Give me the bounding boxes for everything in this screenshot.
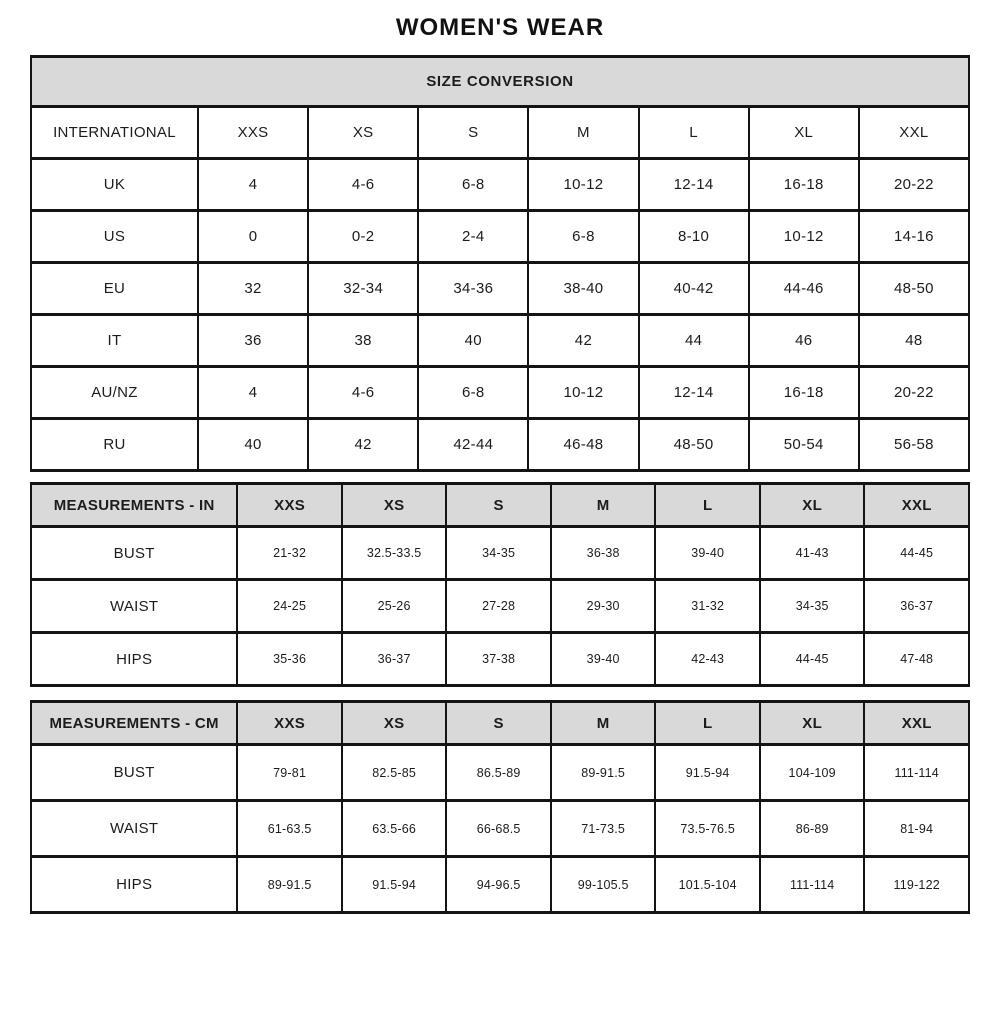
- size-chart-page: [0, 14, 1000, 914]
- size_conversion-value-cell: 6-8: [418, 159, 528, 211]
- measurements_in-value-cell: 41-43: [760, 527, 865, 580]
- size_conversion-value-cell: 32-34: [308, 263, 418, 315]
- size_conversion-value-cell: 0-2: [308, 211, 418, 263]
- size_conversion-value-cell: 44: [639, 315, 749, 367]
- size_conversion-value-cell: 20-22: [859, 367, 969, 419]
- measurements_cm-corner-label: MEASUREMENTS - CM: [31, 702, 237, 745]
- measurements-in-table: [30, 482, 970, 687]
- size_conversion-size-header-cell: XS: [308, 107, 418, 159]
- measurements_cm-value-cell: 91.5-94: [342, 857, 447, 913]
- size-conversion-table: [30, 55, 970, 472]
- size_conversion-value-cell: 46: [749, 315, 859, 367]
- size_conversion-value-cell: 10-12: [528, 367, 638, 419]
- measurements_in-row-label: WAIST: [31, 580, 237, 633]
- size_conversion-value-cell: 42: [528, 315, 638, 367]
- size_conversion-value-cell: 10-12: [749, 211, 859, 263]
- measurements_cm-value-cell: 91.5-94: [655, 745, 760, 801]
- size_conversion-row-label: UK: [31, 159, 198, 211]
- size_conversion-size-header-cell: S: [418, 107, 528, 159]
- measurements_in-value-cell: 34-35: [446, 527, 551, 580]
- size_conversion-value-cell: 48-50: [859, 263, 969, 315]
- size_conversion-value-cell: 16-18: [749, 159, 859, 211]
- measurements_cm-value-cell: 89-91.5: [551, 745, 656, 801]
- measurements_in-value-cell: 29-30: [551, 580, 656, 633]
- measurements_cm-size-header-cell: XL: [760, 702, 865, 745]
- measurements_in-size-header-cell: XS: [342, 484, 447, 527]
- measurements_cm-value-cell: 119-122: [864, 857, 969, 913]
- measurements_in-value-cell: 21-32: [237, 527, 342, 580]
- size_conversion-row-label: RU: [31, 419, 198, 471]
- size_conversion-table-row: [31, 211, 969, 263]
- size_conversion-corner-label: INTERNATIONAL: [31, 107, 198, 159]
- measurements_in-value-cell: 34-35: [760, 580, 865, 633]
- measurements_cm-value-cell: 73.5-76.5: [655, 801, 760, 857]
- size_conversion-value-cell: 20-22: [859, 159, 969, 211]
- size_conversion-table-row: [31, 419, 969, 471]
- measurements_cm-value-cell: 81-94: [864, 801, 969, 857]
- measurements_in-value-cell: 25-26: [342, 580, 447, 633]
- measurements_in-size-header-cell: XL: [760, 484, 865, 527]
- measurements_in-size-header-cell: L: [655, 484, 760, 527]
- size_conversion-banner-row: [31, 57, 969, 107]
- measurements_cm-value-cell: 79-81: [237, 745, 342, 801]
- size_conversion-size-header-cell: L: [639, 107, 749, 159]
- size_conversion-value-cell: 56-58: [859, 419, 969, 471]
- measurements_in-value-cell: 47-48: [864, 633, 969, 686]
- measurements_in-value-cell: 44-45: [760, 633, 865, 686]
- size_conversion-value-cell: 16-18: [749, 367, 859, 419]
- measurements_cm-value-cell: 111-114: [760, 857, 865, 913]
- measurements_in-value-cell: 39-40: [655, 527, 760, 580]
- measurements_cm-value-cell: 63.5-66: [342, 801, 447, 857]
- measurements_in-value-cell: 42-43: [655, 633, 760, 686]
- size_conversion-value-cell: 40: [198, 419, 308, 471]
- measurements_in-row-label: HIPS: [31, 633, 237, 686]
- measurements-cm-table: [30, 700, 970, 914]
- measurements_cm-table-row: [31, 857, 969, 913]
- size_conversion-header-row: [31, 107, 969, 159]
- measurements_in-size-header-cell: XXS: [237, 484, 342, 527]
- measurements_cm-size-header-cell: S: [446, 702, 551, 745]
- measurements_cm-value-cell: 61-63.5: [237, 801, 342, 857]
- size_conversion-table-row: [31, 159, 969, 211]
- size_conversion-value-cell: 36: [198, 315, 308, 367]
- measurements_in-value-cell: 36-37: [864, 580, 969, 633]
- size_conversion-value-cell: 38-40: [528, 263, 638, 315]
- measurements_cm-value-cell: 101.5-104: [655, 857, 760, 913]
- measurements_in-value-cell: 32.5-33.5: [342, 527, 447, 580]
- size_conversion-value-cell: 40: [418, 315, 528, 367]
- size_conversion-value-cell: 12-14: [639, 367, 749, 419]
- measurements_cm-value-cell: 82.5-85: [342, 745, 447, 801]
- size_conversion-value-cell: 48-50: [639, 419, 749, 471]
- measurements_cm-row-label: WAIST: [31, 801, 237, 857]
- measurements_in-table-row: [31, 527, 969, 580]
- measurements_cm-header-row: [31, 702, 969, 745]
- measurements_cm-value-cell: 86.5-89: [446, 745, 551, 801]
- measurements_in-value-cell: 36-38: [551, 527, 656, 580]
- measurements_cm-table-row: [31, 745, 969, 801]
- size_conversion-value-cell: 48: [859, 315, 969, 367]
- measurements_in-value-cell: 27-28: [446, 580, 551, 633]
- measurements_cm-size-header-cell: XS: [342, 702, 447, 745]
- size_conversion-value-cell: 4: [198, 367, 308, 419]
- measurements_cm-value-cell: 71-73.5: [551, 801, 656, 857]
- size_conversion-value-cell: 42: [308, 419, 418, 471]
- measurements_cm-size-header-cell: XXS: [237, 702, 342, 745]
- measurements_in-header-row: [31, 484, 969, 527]
- size_conversion-value-cell: 50-54: [749, 419, 859, 471]
- size_conversion-value-cell: 6-8: [418, 367, 528, 419]
- size_conversion-banner-title: SIZE CONVERSION: [31, 57, 969, 107]
- size_conversion-value-cell: 34-36: [418, 263, 528, 315]
- size_conversion-value-cell: 8-10: [639, 211, 749, 263]
- measurements_cm-value-cell: 89-91.5: [237, 857, 342, 913]
- measurements_cm-size-header-cell: XXL: [864, 702, 969, 745]
- measurements_cm-row-label: BUST: [31, 745, 237, 801]
- measurements_in-value-cell: 39-40: [551, 633, 656, 686]
- size_conversion-row-label: IT: [31, 315, 198, 367]
- measurements_cm-value-cell: 86-89: [760, 801, 865, 857]
- size_conversion-value-cell: 0: [198, 211, 308, 263]
- measurements_in-size-header-cell: S: [446, 484, 551, 527]
- measurements_cm-size-header-cell: L: [655, 702, 760, 745]
- size_conversion-table-row: [31, 367, 969, 419]
- measurements_in-size-header-cell: XXL: [864, 484, 969, 527]
- measurements_cm-value-cell: 66-68.5: [446, 801, 551, 857]
- size_conversion-table-row: [31, 263, 969, 315]
- size_conversion-value-cell: 40-42: [639, 263, 749, 315]
- measurements_in-value-cell: 24-25: [237, 580, 342, 633]
- measurements_cm-value-cell: 94-96.5: [446, 857, 551, 913]
- size_conversion-value-cell: 42-44: [418, 419, 528, 471]
- size_conversion-value-cell: 6-8: [528, 211, 638, 263]
- size_conversion-value-cell: 4-6: [308, 159, 418, 211]
- size_conversion-value-cell: 10-12: [528, 159, 638, 211]
- size_conversion-value-cell: 14-16: [859, 211, 969, 263]
- size_conversion-table-row: [31, 315, 969, 367]
- size_conversion-row-label: US: [31, 211, 198, 263]
- size_conversion-size-header-cell: XL: [749, 107, 859, 159]
- size_conversion-value-cell: 4-6: [308, 367, 418, 419]
- size_conversion-size-header-cell: XXL: [859, 107, 969, 159]
- measurements_cm-value-cell: 111-114: [864, 745, 969, 801]
- measurements_cm-row-label: HIPS: [31, 857, 237, 913]
- measurements_cm-value-cell: 104-109: [760, 745, 865, 801]
- size_conversion-value-cell: 32: [198, 263, 308, 315]
- measurements_cm-value-cell: 99-105.5: [551, 857, 656, 913]
- measurements_in-value-cell: 31-32: [655, 580, 760, 633]
- measurements_in-value-cell: 35-36: [237, 633, 342, 686]
- measurements_in-value-cell: 37-38: [446, 633, 551, 686]
- measurements_in-value-cell: 36-37: [342, 633, 447, 686]
- size_conversion-value-cell: 44-46: [749, 263, 859, 315]
- size_conversion-value-cell: 4: [198, 159, 308, 211]
- measurements_in-table-row: [31, 633, 969, 686]
- size_conversion-size-header-cell: XXS: [198, 107, 308, 159]
- measurements_in-table-row: [31, 580, 969, 633]
- size_conversion-value-cell: 46-48: [528, 419, 638, 471]
- size_conversion-row-label: EU: [31, 263, 198, 315]
- size_conversion-row-label: AU/NZ: [31, 367, 198, 419]
- measurements_in-size-header-cell: M: [551, 484, 656, 527]
- size_conversion-value-cell: 38: [308, 315, 418, 367]
- measurements_in-row-label: BUST: [31, 527, 237, 580]
- measurements_cm-size-header-cell: M: [551, 702, 656, 745]
- size_conversion-size-header-cell: M: [528, 107, 638, 159]
- size_conversion-value-cell: 2-4: [418, 211, 528, 263]
- size_conversion-value-cell: 12-14: [639, 159, 749, 211]
- measurements_in-value-cell: 44-45: [864, 527, 969, 580]
- measurements_in-corner-label: MEASUREMENTS - IN: [31, 484, 237, 527]
- page-title: WOMEN'S WEAR: [395, 14, 605, 41]
- measurements_cm-table-row: [31, 801, 969, 857]
